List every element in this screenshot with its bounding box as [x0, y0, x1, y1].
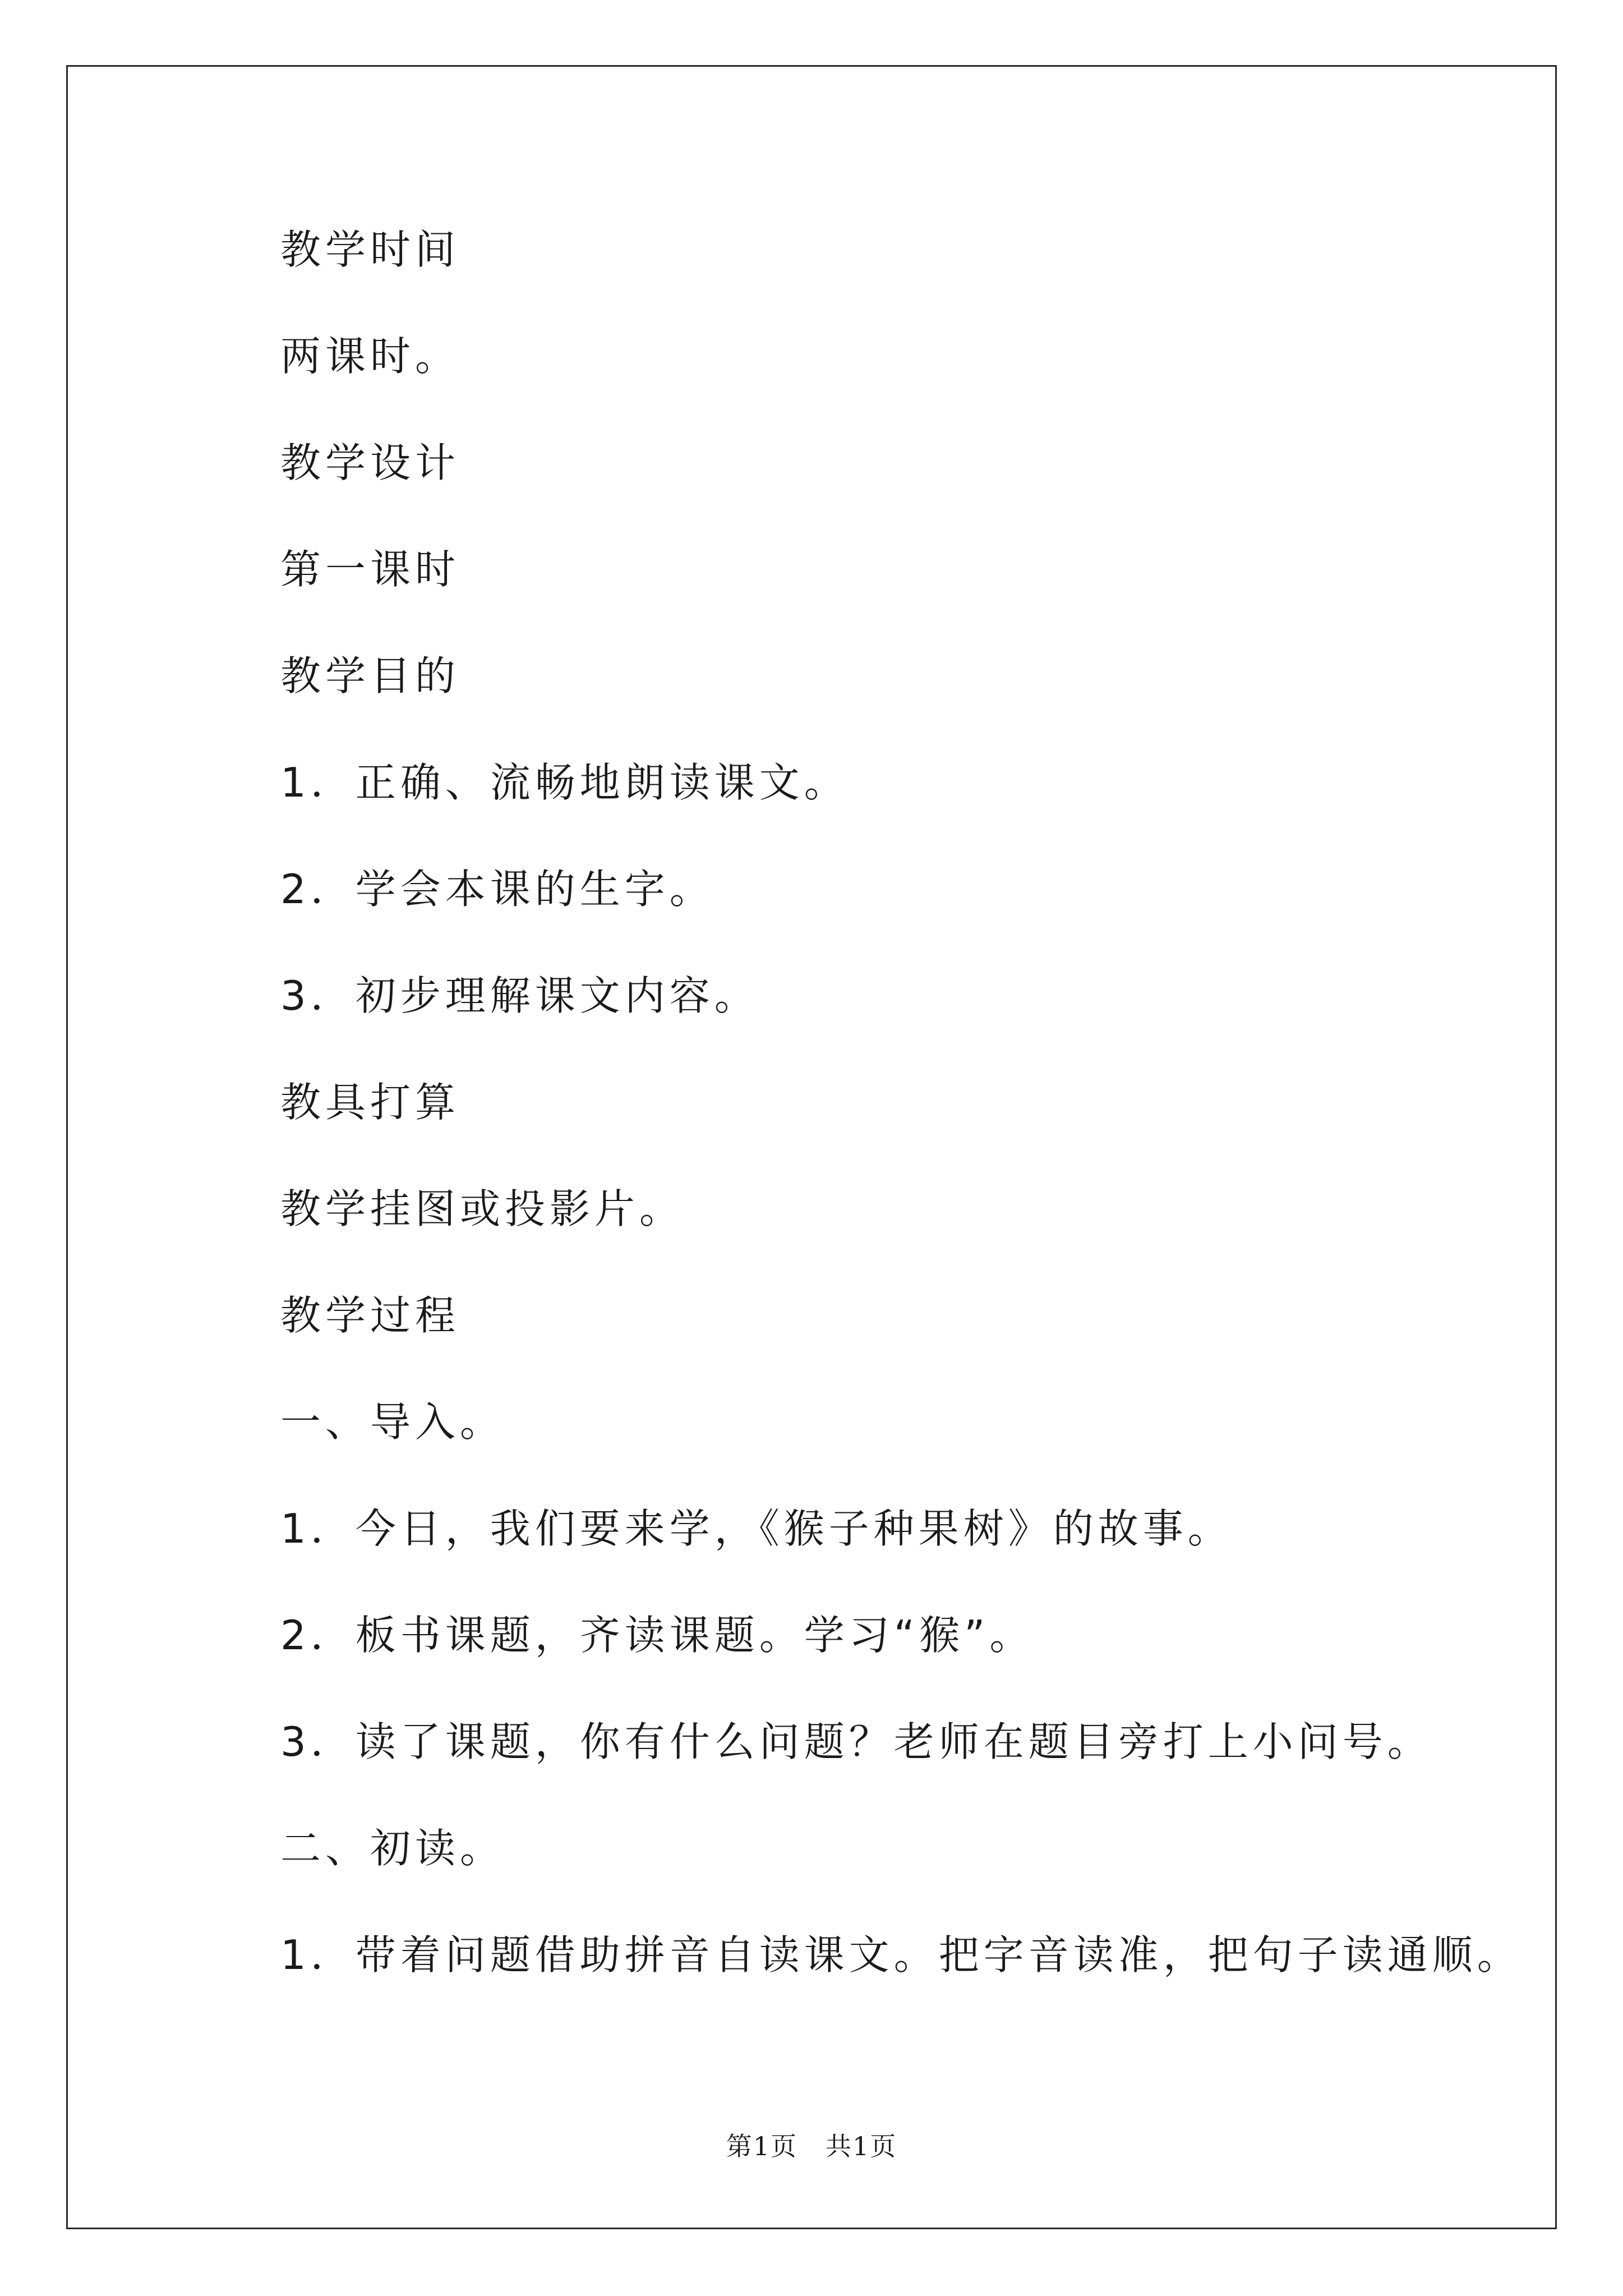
list-item: 1．带着问题借助拼音自读课文。把字音读准，把句子读通顺。	[280, 1931, 1522, 1978]
list-item: 1．今日，我们要来学，《猴子种果树》的故事。	[280, 1505, 1233, 1552]
section-heading: 一、导入。	[280, 1398, 505, 1446]
section-heading: 二、初读。	[280, 1825, 505, 1872]
paragraph-line: 两课时。	[280, 333, 460, 380]
paragraph-line: 教学挂图或投影片。	[280, 1185, 685, 1232]
page-number: 第1页	[726, 2131, 797, 2161]
list-item: 1．正确、流畅地朗读课文。	[280, 759, 849, 806]
heading-teaching-time: 教学时间	[280, 226, 460, 273]
heading-teaching-design: 教学设计	[280, 439, 460, 486]
list-item: 2．学会本课的生字。	[280, 866, 714, 913]
page-total: 共1页	[826, 2131, 897, 2161]
heading-first-lesson: 第一课时	[280, 546, 460, 593]
list-item: 2．板书课题，齐读课题。学习“猴”。	[280, 1612, 1035, 1659]
heading-teaching-process: 教学过程	[280, 1292, 460, 1339]
heading-teaching-aids: 教具打算	[280, 1079, 460, 1126]
list-item: 3．读了课题，你有什么问题？老师在题目旁打上小问号。	[280, 1718, 1432, 1765]
heading-teaching-goals: 教学目的	[280, 652, 460, 700]
list-item: 3．初步理解课文内容。	[280, 972, 759, 1019]
page-footer	[0, 2126, 1623, 2163]
document-body	[280, 216, 1522, 2028]
